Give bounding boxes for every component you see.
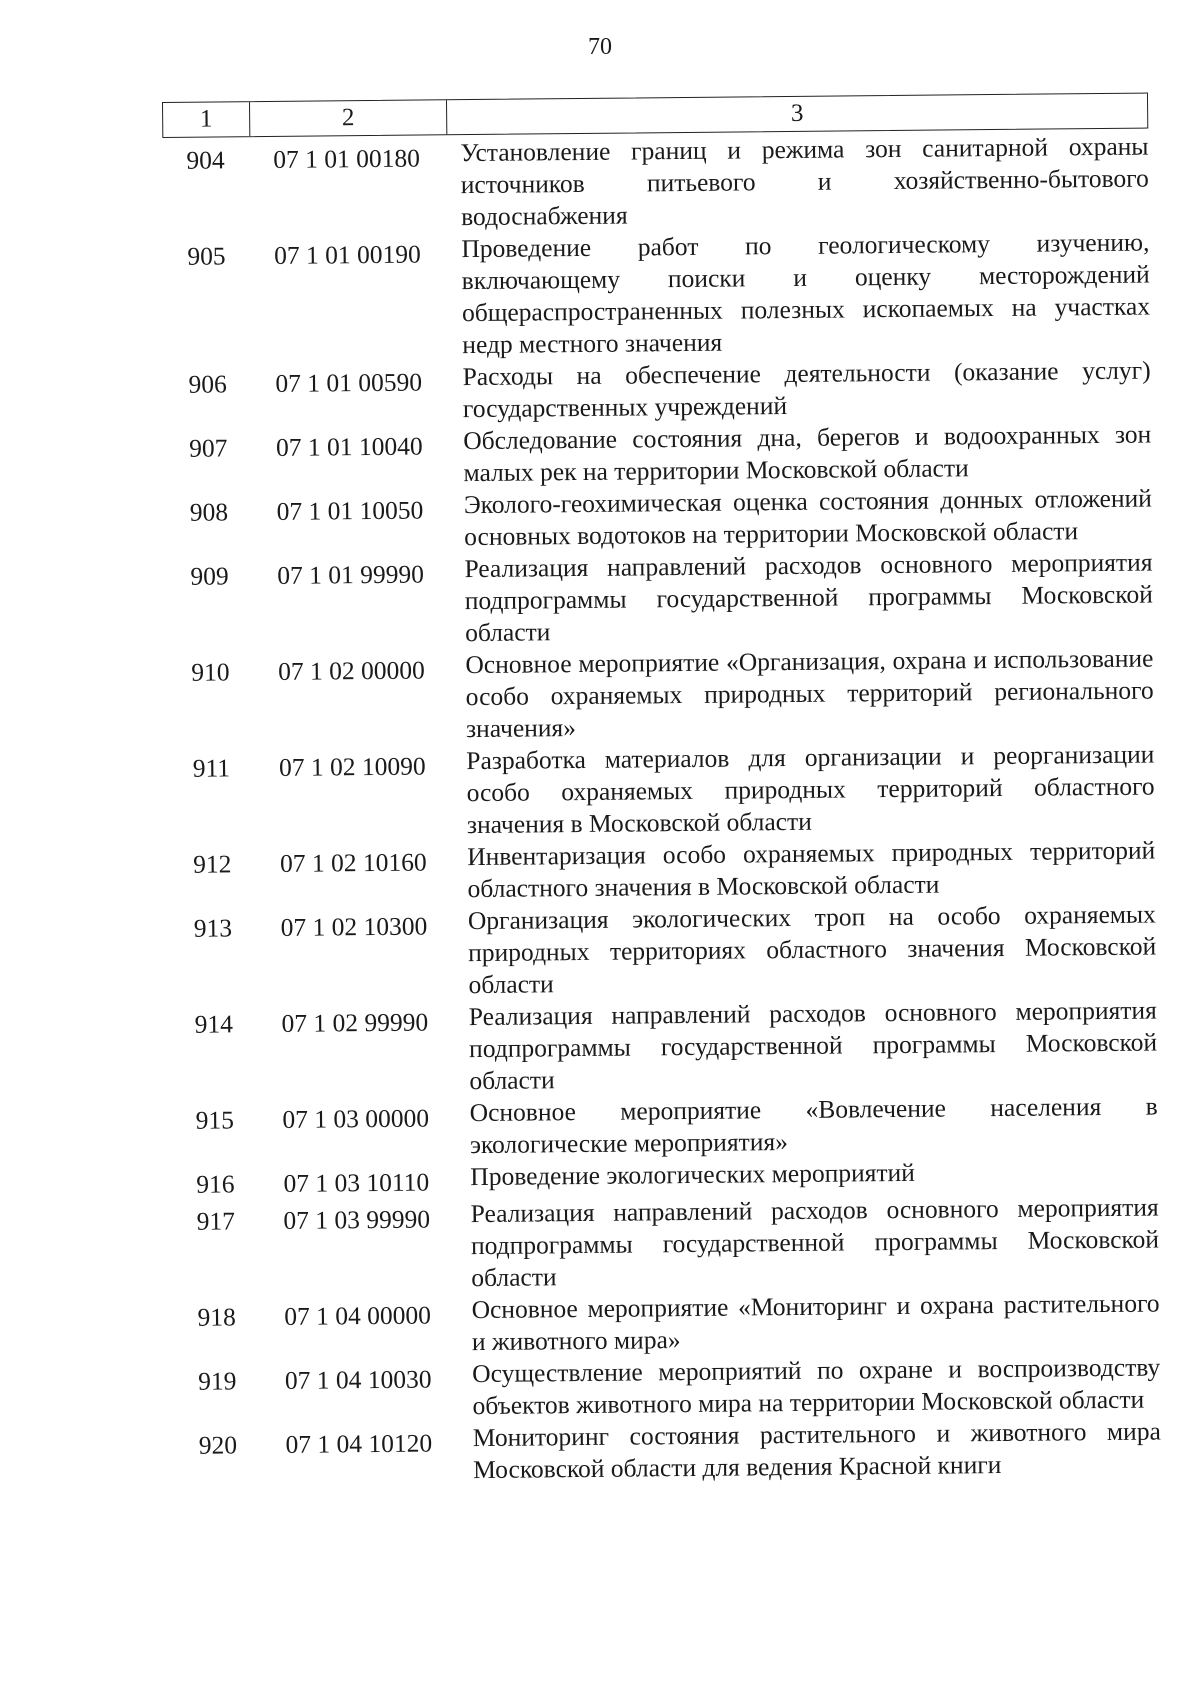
row-number: 909 (190, 561, 229, 591)
row-description: Реализация направлений расходов основного мероприятия подпрограммы государственной программы Московской области (464, 547, 1153, 648)
row-code: 07 1 04 00000 (284, 1300, 432, 1331)
row-code: 07 1 02 10300 (280, 911, 428, 942)
row-description: Установление границ и режима зон санитарной охраны источников питьевого и хозяйственно-бытового водоснабжения (460, 131, 1149, 232)
row-number: 907 (189, 433, 228, 463)
row-code: 07 1 02 10160 (279, 847, 427, 878)
table-row (169, 835, 1156, 908)
table-row (168, 739, 1155, 844)
row-number: 918 (197, 1302, 236, 1332)
row-code: 07 1 01 99990 (277, 559, 424, 590)
row-number: 916 (196, 1169, 235, 1199)
table-row (165, 419, 1152, 492)
row-number: 911 (192, 753, 231, 783)
row-number: 904 (186, 145, 225, 175)
table-row (170, 898, 1157, 1003)
table-row (167, 643, 1154, 748)
row-code: 07 1 01 10050 (276, 495, 424, 526)
row-description: Эколого-геохимическая оценка состояния донных отложений основных водотоков на территории Московской области (463, 483, 1152, 552)
table-row (166, 483, 1153, 556)
row-number: 910 (191, 657, 230, 687)
row-description: Инвентаризация особо охраняемых природных территорий областного значения в Московской области (467, 835, 1156, 904)
table-row (162, 131, 1149, 236)
row-number: 919 (198, 1366, 237, 1396)
row-code: 07 1 01 00180 (273, 143, 421, 174)
column-header-1: 1 (199, 105, 213, 133)
table-row (174, 1351, 1161, 1424)
budget-classification-table (162, 93, 1161, 1489)
page-number: 70 (588, 34, 612, 60)
row-description: Основное мероприятие «Мониторинг и охрана растительного и животного мира» (471, 1288, 1160, 1357)
row-number: 915 (195, 1105, 235, 1135)
row-description: Мониторинг состояния растительного и животного мира Московской области для ведения Красной книги (472, 1416, 1161, 1485)
row-description: Основное мероприятие «Вовлечение населения в экологические мероприятия» (469, 1091, 1158, 1160)
row-number: 913 (193, 913, 233, 943)
row-code: 07 1 01 00190 (274, 239, 421, 270)
row-code: 07 1 02 00000 (278, 655, 425, 686)
table-row (172, 1090, 1159, 1163)
row-description: Проведение экологических мероприятий (470, 1157, 915, 1192)
row-number: 914 (194, 1009, 234, 1039)
table-body (162, 131, 1161, 1489)
row-number: 920 (198, 1430, 238, 1460)
row-code: 07 1 03 10110 (283, 1167, 430, 1198)
table-row (171, 994, 1158, 1099)
row-description: Осуществление мероприятий по охране и воспроизводству объектов животного мира на территории Московской области (472, 1352, 1161, 1421)
row-number: 917 (196, 1206, 236, 1236)
row-number: 906 (188, 369, 227, 399)
column-header-3: 3 (446, 94, 1147, 135)
row-description: Проведение работ по геологическому изучению, включающему поиски и оценку месторождений общераспространенных полезных ископаемых на участках недр местного значения (461, 227, 1151, 360)
row-number: 905 (187, 241, 226, 271)
row-code: 07 1 03 00000 (282, 1103, 430, 1134)
row-code: 07 1 03 99990 (283, 1204, 431, 1235)
table-row (173, 1287, 1160, 1360)
column-header-2: 2 (249, 100, 446, 136)
row-code: 07 1 01 10040 (275, 431, 423, 462)
row-number: 912 (193, 849, 232, 879)
table-row (173, 1191, 1160, 1296)
row-description: Разработка материалов для организации и реорганизации особо охраняемых природных территорий областного значения в Московской области (466, 739, 1155, 840)
row-description: Реализация направлений расходов основного мероприятия подпрограммы государственной программы Московской области (468, 995, 1158, 1096)
table-row (165, 355, 1152, 428)
row-description: Расходы на обеспечение деятельности (оказание услуг) государственных учреждений (462, 355, 1151, 424)
table-row (163, 227, 1150, 364)
table-row (175, 1415, 1162, 1488)
row-description: Организация экологических троп на особо охраняемых природных территориях областного значения Московской области (467, 899, 1157, 1000)
row-code: 07 1 02 99990 (281, 1007, 429, 1038)
row-description: Реализация направлений расходов основного мероприятия подпрограммы государственной программы Московской области (470, 1192, 1160, 1293)
row-code: 07 1 04 10120 (285, 1428, 433, 1459)
row-description: Обследование состояния дна, берегов и водоохранных зон малых рек на территории Московской области (463, 419, 1152, 488)
row-code: 07 1 02 10090 (278, 751, 426, 782)
row-code: 07 1 04 10030 (284, 1364, 432, 1395)
row-code: 07 1 01 00590 (275, 367, 423, 398)
row-description: Основное мероприятие «Организация, охрана и использование особо охраняемых природных территорий регионального значения» (465, 643, 1154, 744)
table-row (166, 547, 1153, 652)
row-number: 908 (189, 497, 229, 527)
